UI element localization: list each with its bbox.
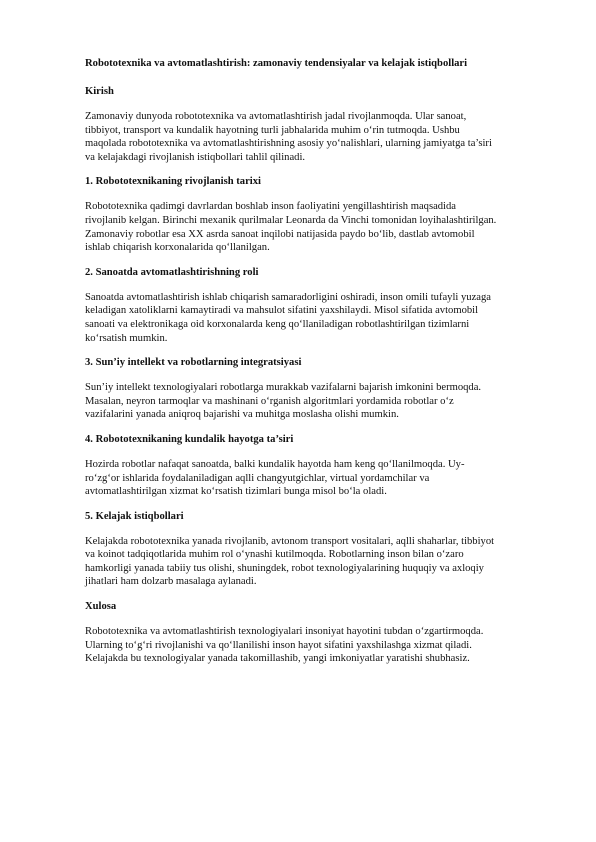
section-heading-daily-life: 4. Robototexnikaning kundalik hayotga ta’siri xyxy=(85,433,294,445)
paragraph-line: keladigan xatoliklarni kamaytiradi va mahsulot sifatini yaxshilaydi. Misol sifatida avtomobil xyxy=(85,305,479,317)
paragraph-line: ro‘zg‘or ishlarida foydalaniladigan aqlli changyutgichlar, virtual yordamchilar va xyxy=(85,472,430,484)
document-page xyxy=(85,57,517,677)
paragraph-line: Robototexnika va avtomatlashtirish texnologiyalari insoniyat hayotini tubdan o‘zgartirmoqda. xyxy=(85,626,484,638)
section-paragraph-future xyxy=(85,535,517,589)
section-paragraph-introduction xyxy=(85,110,517,164)
paragraph-line: ishlab chiqarish korxonalarida qo‘llanilgan. xyxy=(85,242,270,254)
paragraph-line: Masalan, neyron tarmoqlar va mashinani o‘rganish algoritmlari yordamida robotlar o‘z xyxy=(85,395,454,407)
section-heading-industry: 2. Sanoatda avtomatlashtirishning roli xyxy=(85,266,259,278)
paragraph-line: Sanoatda avtomatlashtirish ishlab chiqarish samaradorligini oshiradi, inson omili tufayli yuzaga xyxy=(85,291,492,303)
paragraph-line: Robototexnika qadimgi davrlardan boshlab inson faoliyatini yengillashtirish maqsadida xyxy=(85,201,457,213)
paragraph-line: tibbiyot, transport va kundalik hayotning turli jabhalarida muhim o‘rin tutmoqda. Ushbu xyxy=(85,124,460,136)
section-paragraph-history xyxy=(85,200,517,254)
paragraph-line: Zamonaviy robotlar esa XX asrda sanoat inqilobi natijasida paydo bo‘lib, dastlab avtomobil xyxy=(85,228,475,240)
section-paragraph-conclusion xyxy=(85,625,517,666)
paragraph-line: sanoati va elektronikaga oid korxonalarda keng qo‘llaniladigan robotlashtirilgan tizimlarni xyxy=(85,318,470,330)
section-heading-conclusion: Xulosa xyxy=(85,601,117,613)
section-paragraph-daily-life xyxy=(85,458,517,499)
paragraph-line: jihatlari ham dolzarb masalaga aylanadi. xyxy=(85,576,257,588)
section-paragraph-ai-integration xyxy=(85,381,517,422)
section-paragraph-industry xyxy=(85,291,517,345)
section-heading-history: 1. Robototexnikaning rivojlanish tarixi xyxy=(85,176,261,188)
paragraph-line: Hozirda robotlar nafaqat sanoatda, balki kundalik hayotda ham keng qo‘llanilmoqda. Uy- xyxy=(85,458,465,470)
paragraph-line: Kelajakda robototexnika yanada rivojlanib, avtonom transport vositalari, aqlli shaharlar, tibbiyot xyxy=(85,535,495,547)
paragraph-line: va koinot tadqiqotlarida muhim rol o‘ynashi kutilmoqda. Robotlarning inson bilan o‘zaro xyxy=(85,549,464,561)
paragraph-line: rivojlanib kelgan. Birinchi mexanik qurilmalar Leonarda da Vinchi tomonidan loyihalashtirilgan. xyxy=(85,214,497,226)
section-heading-future: 5. Kelajak istiqbollari xyxy=(85,510,184,522)
section-heading-introduction: Kirish xyxy=(85,86,114,97)
paragraph-line: Zamonaviy dunyoda robototexnika va avtomatlashtirish jadal rivojlanmoqda. Ular sanoat, xyxy=(85,111,467,122)
paragraph-line: ko‘rsatish mumkin. xyxy=(85,332,168,344)
paragraph-line: va kelajakdagi rivojlanish istiqbollari tahlil qilinadi. xyxy=(85,151,306,163)
paragraph-line: Ularning to‘g‘ri rivojlanishi va qo‘llanilishi inson hayot sifatini yaxshilashga xizmat qiladi. xyxy=(85,639,472,651)
paragraph-line: avtomatlashtirilgan xizmat ko‘rsatish tizimlari bunga misol bo‘la oladi. xyxy=(85,486,387,498)
paragraph-line: hamkorligi yanada tabiiy tus olishi, shuningdek, robot texnologiyalarining huquqiy va axloqiy xyxy=(85,562,484,574)
paragraph-line: vazifalarini yanada aniqroq bajarishi va muhitga moslasha olishi mumkin. xyxy=(85,409,399,421)
document-title: Robototexnika va avtomatlashtirish: zamonaviy tendensiyalar va kelajak istiqbollari xyxy=(85,58,468,69)
section-heading-ai-integration: 3. Sun’iy intellekt va robotlarning integratsiyasi xyxy=(85,357,302,369)
paragraph-line: Sun’iy intellekt texnologiyalari robotlarga murakkab vazifalarni bajarish imkonini bermoqda. xyxy=(85,382,482,394)
paragraph-line: maqolada robototexnika va avtomatlashtirishning asosiy yo‘nalishlari, ularning jamiyatga ta’siri xyxy=(85,138,492,150)
paragraph-line: Kelajakda bu texnologiyalar yanada takomillashib, yangi imkoniyatlar yaratishi shubhasiz. xyxy=(85,653,470,665)
